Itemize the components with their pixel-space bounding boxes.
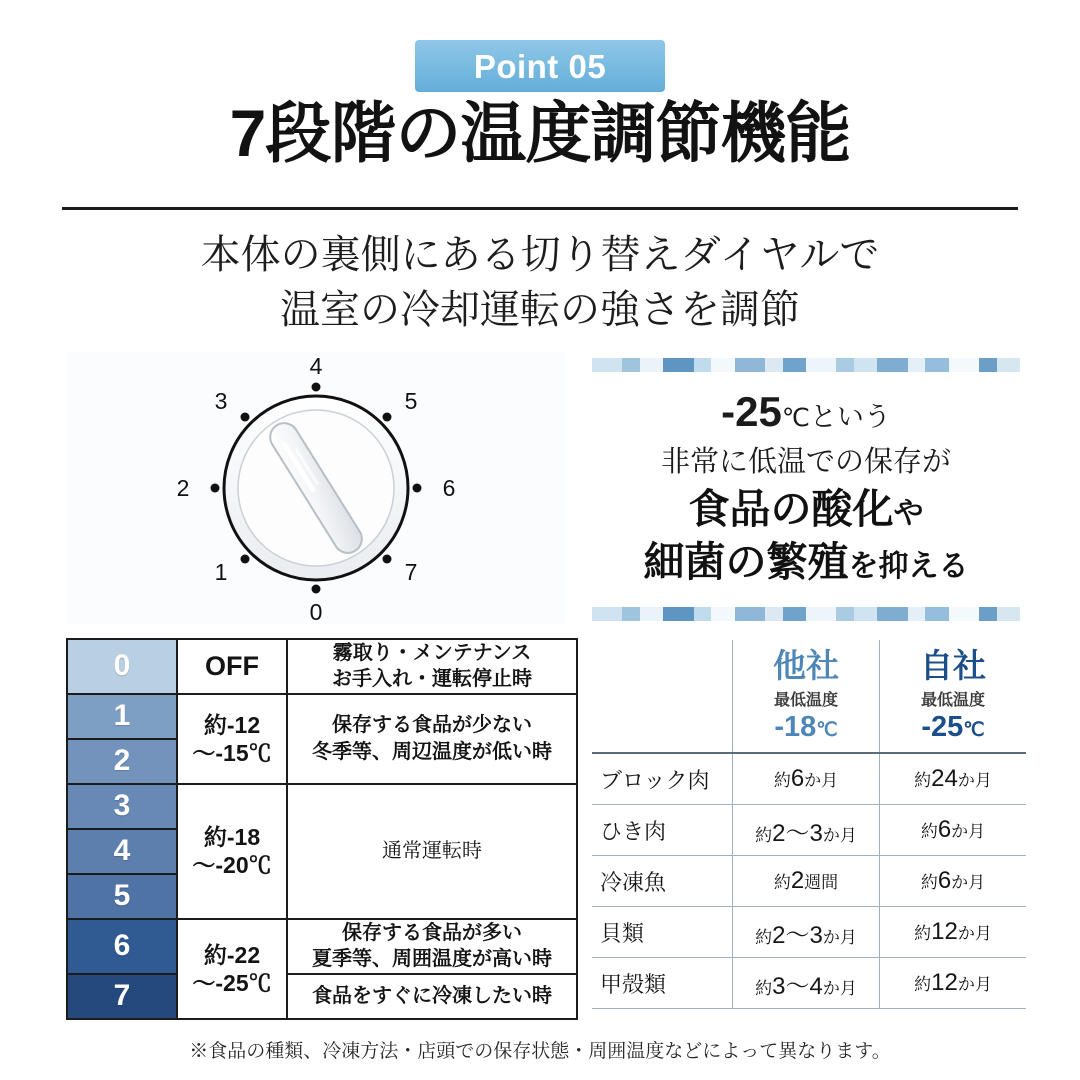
svg-text:2: 2 [176, 475, 190, 501]
other-company-value: 約2週間 [733, 856, 880, 907]
own-company-value: 約24か月 [880, 753, 1027, 805]
point-badge-label: Point 05 [473, 47, 607, 85]
comparison-head-own [880, 640, 1027, 753]
svg-text:3: 3 [214, 388, 228, 414]
temperature-unit: ℃ [781, 404, 810, 432]
page-subtitle [0, 228, 1080, 338]
right-copy-line-3b [592, 536, 1020, 588]
level-description-cell: 食品をすぐに冷凍したい時 [287, 974, 577, 1019]
comparison-head-other [733, 640, 880, 753]
comparison-head-blank [592, 640, 733, 753]
table-row [67, 919, 577, 974]
stripe-decoration-top [592, 358, 1020, 372]
other-company-value: 約3～4か月 [733, 958, 880, 1009]
page-title: 7段階の温度調節機能 [229, 96, 851, 170]
food-label: 貝類 [592, 907, 733, 958]
food-label: ブロック肉 [592, 753, 733, 805]
footnote: ※食品の種類、冷凍方法・店頭での保存状態・周囲温度などによって異なります。 [189, 1041, 891, 1062]
title-divider [62, 207, 1018, 210]
own-company-value: 約6か月 [880, 856, 1027, 907]
storage-comparison-table [592, 640, 1026, 1009]
level-description-cell: 通常運転時 [287, 784, 577, 919]
food-label: 冷凍魚 [592, 856, 733, 907]
own-temp-value: -25 [921, 710, 964, 743]
table-row [592, 958, 1026, 1009]
other-temp-value: -18 [774, 710, 817, 743]
point-badge [415, 40, 665, 92]
level-number-cell: 5 [67, 874, 177, 919]
temperature-value: -25 [721, 388, 782, 435]
other-company-value: 約2～3か月 [733, 805, 880, 856]
right-copy-line-3a [592, 483, 1020, 535]
food-label: ひき肉 [592, 805, 733, 856]
other-temp-unit: ℃ [816, 719, 838, 741]
own-company-temp [880, 711, 1026, 744]
dial-level-table-body [67, 639, 577, 1019]
dial-level-table [66, 638, 578, 1020]
storage-comparison [592, 640, 1024, 1009]
comparison-body [592, 753, 1026, 1009]
level-number-cell: 0 [67, 639, 177, 694]
own-company-value: 約12か月 [880, 907, 1027, 958]
temperature-dial[interactable] [66, 352, 566, 624]
level-number-cell: 4 [67, 829, 177, 874]
copy-phrase-b-suffix: を抑える [848, 549, 969, 583]
table-row [592, 856, 1026, 907]
own-company-name: 自社 [920, 647, 986, 685]
right-copy-block [592, 385, 1020, 588]
right-copy-line-2: 非常に低温での保存が [660, 445, 951, 478]
table-row [592, 753, 1026, 805]
other-company-sub: 最低温度 [773, 691, 838, 709]
level-number-cell: 1 [67, 694, 177, 739]
other-company-value: 約6か月 [733, 753, 880, 805]
right-copy-line-1 [592, 385, 1020, 440]
other-company-value: 約2～3か月 [733, 907, 880, 958]
level-description-cell: 保存する食品が少ない 冬季等、周辺温度が低い時 [287, 694, 577, 784]
other-company-temp [733, 711, 879, 744]
other-company-name: 他社 [773, 647, 839, 685]
temperature-tail: という [809, 402, 891, 432]
subtitle-line-1: 本体の裏側にある切り替えダイヤルで [200, 233, 880, 277]
level-number-cell: 2 [67, 739, 177, 784]
level-temperature-cell: 約-12 ～-15℃ [177, 694, 287, 784]
subtitle-line-2: 温室の冷却運転の強さを調節 [280, 288, 800, 333]
table-row [592, 907, 1026, 958]
table-row [67, 784, 577, 829]
level-number-cell: 3 [67, 784, 177, 829]
svg-text:6: 6 [442, 475, 456, 501]
svg-text:0: 0 [309, 599, 323, 624]
food-label: 甲殻類 [592, 958, 733, 1009]
level-temperature-cell: 約-22 ～-25℃ [177, 919, 287, 1019]
own-company-sub: 最低温度 [920, 691, 985, 709]
copy-phrase-a: 食品の酸化 [688, 486, 894, 533]
right-copy-line-3 [592, 483, 1020, 588]
svg-text:1: 1 [214, 559, 228, 585]
svg-text:5: 5 [404, 388, 418, 414]
comparison-head [592, 640, 1026, 753]
copy-phrase-a-suffix: や [893, 497, 924, 531]
level-number-cell: 7 [67, 974, 177, 1019]
stripe-decoration-bottom [592, 607, 1020, 621]
dial-illustration-panel [66, 352, 566, 624]
table-row [592, 805, 1026, 856]
level-description-cell: 保存する食品が多い 夏季等、周囲温度が高い時 [287, 919, 577, 974]
level-temperature-cell: 約-18 ～-20℃ [177, 784, 287, 919]
own-company-value: 約12か月 [880, 958, 1027, 1009]
svg-text:7: 7 [404, 559, 418, 585]
svg-text:4: 4 [309, 353, 323, 379]
own-company-value: 約6か月 [880, 805, 1027, 856]
table-row [67, 639, 577, 694]
table-row [67, 694, 577, 739]
level-number-cell: 6 [67, 919, 177, 974]
copy-phrase-b: 細菌の繁殖 [643, 538, 849, 585]
table-row [67, 974, 577, 1019]
level-temperature-cell: OFF [177, 639, 287, 694]
own-temp-unit: ℃ [963, 719, 985, 741]
level-description-cell: 霧取り・メンテナンス お手入れ・運転停止時 [287, 639, 577, 694]
